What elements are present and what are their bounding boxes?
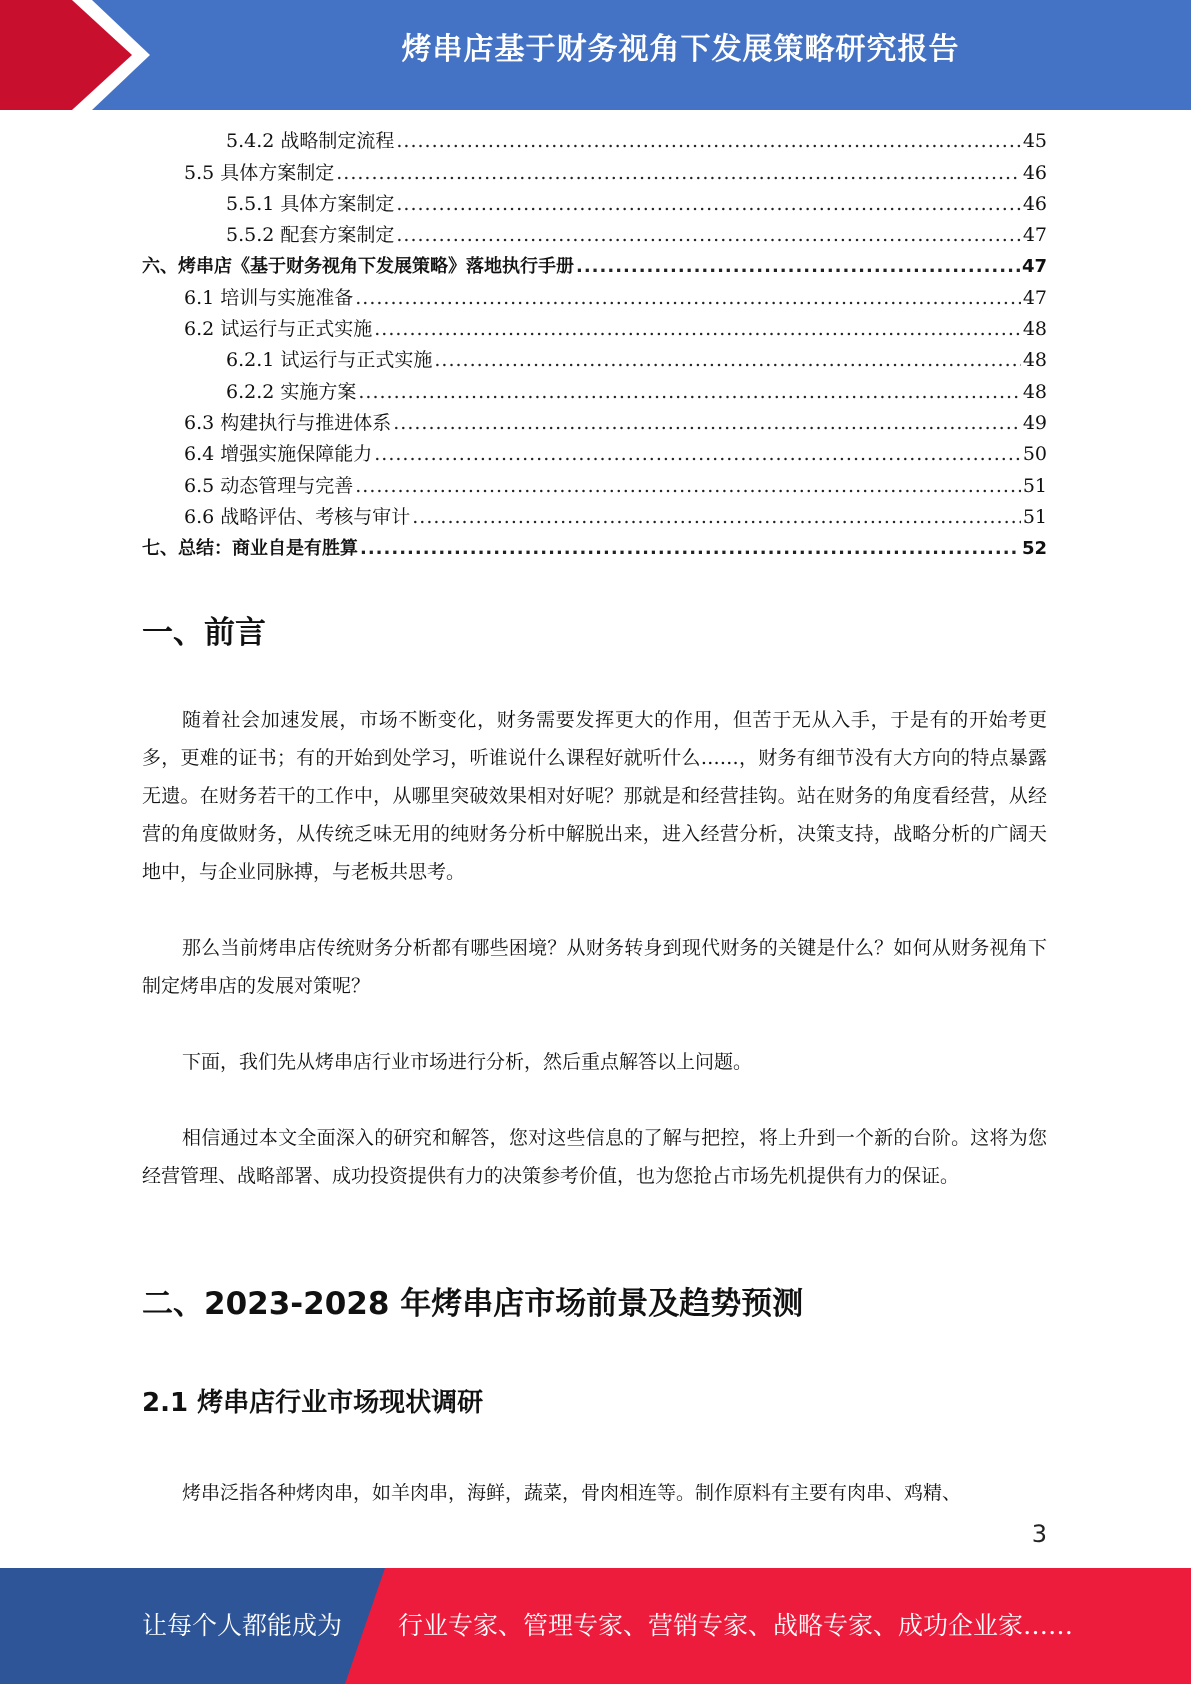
- table-of-contents: [142, 126, 1047, 564]
- toc-entry[interactable]: [142, 533, 1047, 564]
- header-chevron-arrow-icon: [0, 0, 140, 110]
- toc-leader-dots: [374, 439, 1021, 470]
- page-footer: [0, 1568, 1191, 1684]
- toc-leader-dots: [396, 126, 1020, 157]
- toc-leader-dots: [396, 220, 1020, 251]
- toc-leader-dots: [396, 189, 1020, 220]
- toc-entry-label: 6.2.1 试运行与正式实施: [226, 349, 433, 372]
- toc-entry-label: 七、总结：商业自是有胜算: [142, 538, 358, 560]
- toc-entry[interactable]: [142, 157, 1047, 188]
- toc-entry-page: 48: [1022, 318, 1047, 341]
- toc-entry[interactable]: [142, 345, 1047, 376]
- toc-leader-dots: [393, 408, 1021, 439]
- toc-entry-page: 47: [1022, 286, 1047, 309]
- toc-entry-page: 46: [1022, 192, 1047, 215]
- toc-entry-page: 46: [1022, 161, 1047, 184]
- toc-entry-label: 6.1 培训与实施准备: [184, 286, 354, 309]
- toc-entry-label: 5.5 具体方案制定: [184, 161, 335, 184]
- toc-entry[interactable]: [142, 376, 1047, 407]
- page-number: 3: [1031, 1520, 1047, 1548]
- toc-leader-dots: [336, 158, 1021, 189]
- toc-entry-label: 6.2.2 实施方案: [226, 380, 357, 403]
- market-status-paragraph: 烤串泛指各种烤肉串，如羊肉串，海鲜，蔬菜，骨肉相连等。制作原料有主要有肉串、鸡精、: [182, 1482, 962, 1504]
- toc-leader-dots: [576, 251, 1020, 282]
- toc-entry-label: 5.5.2 配套方案制定: [226, 224, 395, 247]
- toc-entry[interactable]: [142, 408, 1047, 439]
- toc-entry-page: 48: [1022, 380, 1047, 403]
- section-heading-preface: 一、前言: [142, 615, 266, 651]
- subsection-heading-market-status: 2.1 烤串店行业市场现状调研: [142, 1388, 484, 1418]
- toc-leader-dots: [355, 283, 1021, 314]
- footer-slogan-right: 行业专家、管理专家、营销专家、战略专家、成功企业家……: [398, 1611, 1074, 1640]
- footer-slogan-left: 让每个人都能成为: [142, 1611, 343, 1640]
- preface-paragraph-3: 下面，我们先从烤串店行业市场进行分析，然后重点解答以上问题。: [182, 1051, 753, 1073]
- toc-entry-page: 51: [1022, 474, 1047, 497]
- toc-entry-page: 47: [1022, 224, 1047, 247]
- toc-leader-dots: [355, 471, 1021, 502]
- toc-entry[interactable]: [142, 251, 1047, 282]
- toc-entry-page: 47: [1021, 256, 1047, 278]
- toc-entry-label: 5.4.2 战略制定流程: [226, 130, 395, 153]
- toc-entry[interactable]: [142, 282, 1047, 313]
- toc-entry-page: 51: [1022, 505, 1047, 528]
- toc-entry[interactable]: [142, 439, 1047, 470]
- toc-entry-label: 六、烤串店《基于财务视角下发展策略》落地执行手册: [142, 256, 574, 278]
- toc-entry-label: 6.3 构建执行与推进体系: [184, 411, 392, 434]
- toc-entry-page: 52: [1021, 538, 1047, 560]
- preface-paragraph-2: 那么当前烤串店传统财务分析都有哪些困境？从财务转身到现代财务的关键是什么？如何从财务视角下制定烤串店的发展对策呢？: [142, 937, 1047, 997]
- toc-entry[interactable]: [142, 220, 1047, 251]
- toc-leader-dots: [434, 345, 1020, 376]
- toc-entry-label: 6.4 增强实施保障能力: [184, 443, 373, 466]
- toc-entry[interactable]: [142, 189, 1047, 220]
- toc-entry-page: 50: [1022, 443, 1047, 466]
- preface-paragraph-1: 随着社会加速发展，市场不断变化，财务需要发挥更大的作用，但苦于无从入手，于是有的开始考更多，更难的证书；有的开始到处学习，听谁说什么课程好就听什么……，财务有细节没有大方向的特点暴露无遗。在财务若干的工作中，从哪里突破效果相对好呢？那就是和经营挂钩。站在财务的角度看经营，从经营的角度做财务，从传统乏味无用的纯财务分析中解脱出来，进入经营分析，决策支持，战略分析的广阔天地中，与企业同脉搏，与老板共思考。: [142, 709, 1047, 883]
- preface-paragraph-4: 相信通过本文全面深入的研究和解答，您对这些信息的了解与把控，将上升到一个新的台阶。这将为您经营管理、战略部署、成功投资提供有力的决策参考价值，也为您抢占市场先机提供有力的保证。: [142, 1127, 1047, 1187]
- toc-entry-page: 48: [1022, 349, 1047, 372]
- report-title: 烤串店基于财务视角下发展策略研究报告: [401, 32, 960, 67]
- toc-leader-dots: [374, 314, 1021, 345]
- toc-leader-dots: [360, 533, 1020, 564]
- toc-leader-dots: [358, 377, 1020, 408]
- toc-entry-label: 6.5 动态管理与完善: [184, 474, 354, 497]
- toc-entry[interactable]: [142, 502, 1047, 533]
- toc-entry[interactable]: [142, 470, 1047, 501]
- toc-entry-label: 6.2 试运行与正式实施: [184, 318, 373, 341]
- toc-entry-label: 6.6 战略评估、考核与审计: [184, 505, 411, 528]
- toc-leader-dots: [412, 502, 1021, 533]
- toc-entry-label: 5.5.1 具体方案制定: [226, 192, 395, 215]
- toc-entry[interactable]: [142, 314, 1047, 345]
- section-heading-market-forecast: 二、2023-2028 年烤串店市场前景及趋势预测: [142, 1286, 804, 1322]
- toc-entry-page: 49: [1022, 411, 1047, 434]
- toc-entry[interactable]: [142, 126, 1047, 157]
- toc-entry-page: 45: [1022, 130, 1047, 153]
- page-header: [0, 0, 1191, 110]
